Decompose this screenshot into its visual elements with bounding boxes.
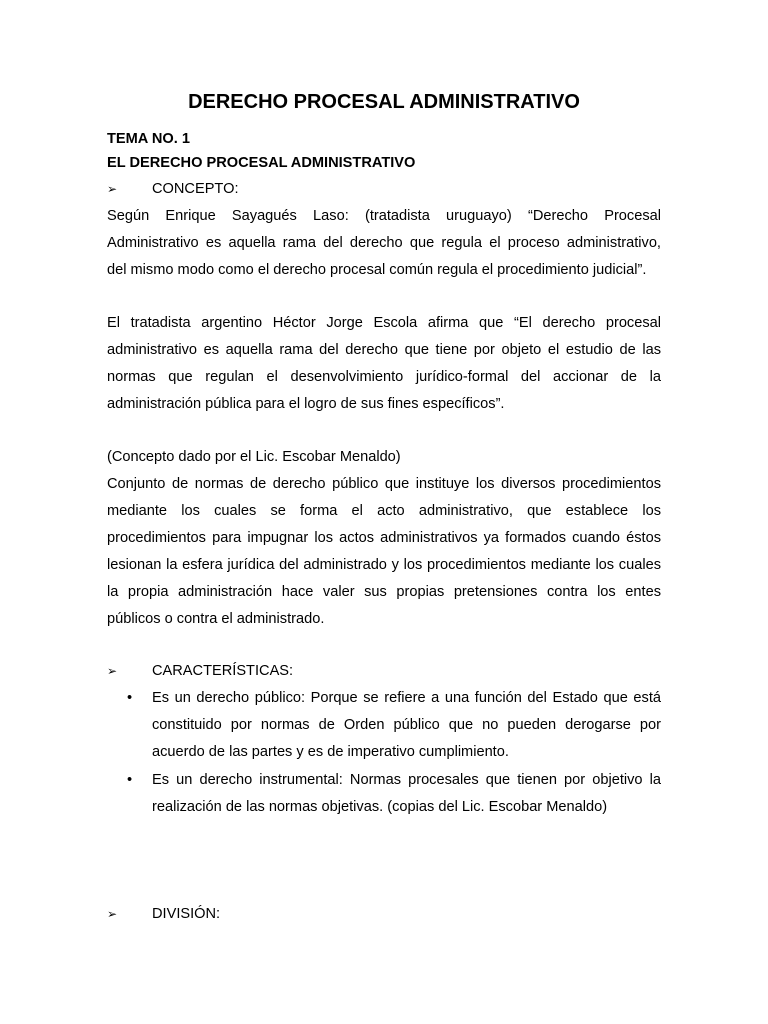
paragraph-escola: El tratadista argentino Héctor Jorge Escola afirma que “El derecho procesal administrativo es aquella rama del derecho que tiene por objeto el estudio de las normas que regulan el desenvolvimiento jurídico-formal del accionar de la administración pública para el logro de sus fines específicos”.	[107, 315, 661, 412]
bullet-derecho-publico: Es un derecho público: Porque se refiere a una función del Estado que está constituido por normas de Orden público que no pueden derogarse por acuerdo de las partes y es de imperativo cumplimiento.	[152, 690, 661, 760]
paragraph-sayagues: Según Enrique Sayagués Laso: (tratadista uruguayo) “Derecho Procesal Administrativo es aquella rama del derecho que regula el proceso administrativo, del mismo modo como el derecho procesal común regula el procedimiento judicial”.	[107, 208, 661, 278]
document-title: DERECHO PROCESAL ADMINISTRATIVO	[188, 91, 580, 113]
paragraph-escobar: (Concepto dado por el Lic. Escobar Menaldo) Conjunto de normas de derecho público que instituye los diversos procedimientos mediante los cuales se forma el acto administrativo, que establece los procedimientos para impugnar los actos administrativos ya formados cuando éstos lesionan la esfera jurídica del administrado y los procedimientos mediante los cuales la propia administración hace valer sus propias pretensiones contra los entes públicos o contra el administrado.	[107, 449, 661, 627]
tema-heading: TEMA NO. 1	[107, 131, 190, 147]
arrow-bullet-icon: ➢	[107, 182, 118, 196]
bullet-derecho-instrumental: Es un derecho instrumental: Normas procesales que tienen por objetivo la realización de las normas objetivas. (copias del Lic. Escobar Menaldo)	[152, 772, 661, 815]
bullet-icon: •	[127, 690, 133, 706]
division-heading: ➢ DIVISIÓN:	[107, 903, 220, 925]
concepto-heading: ➢ CONCEPTO:	[107, 178, 239, 200]
arrow-bullet-icon: ➢	[107, 907, 118, 921]
section-subtitle: EL DERECHO PROCESAL ADMINISTRATIVO	[107, 155, 416, 171]
bullet-icon: •	[127, 772, 133, 788]
caracteristicas-heading: ➢ CARACTERÍSTICAS:	[107, 660, 293, 682]
arrow-bullet-icon: ➢	[107, 664, 118, 678]
